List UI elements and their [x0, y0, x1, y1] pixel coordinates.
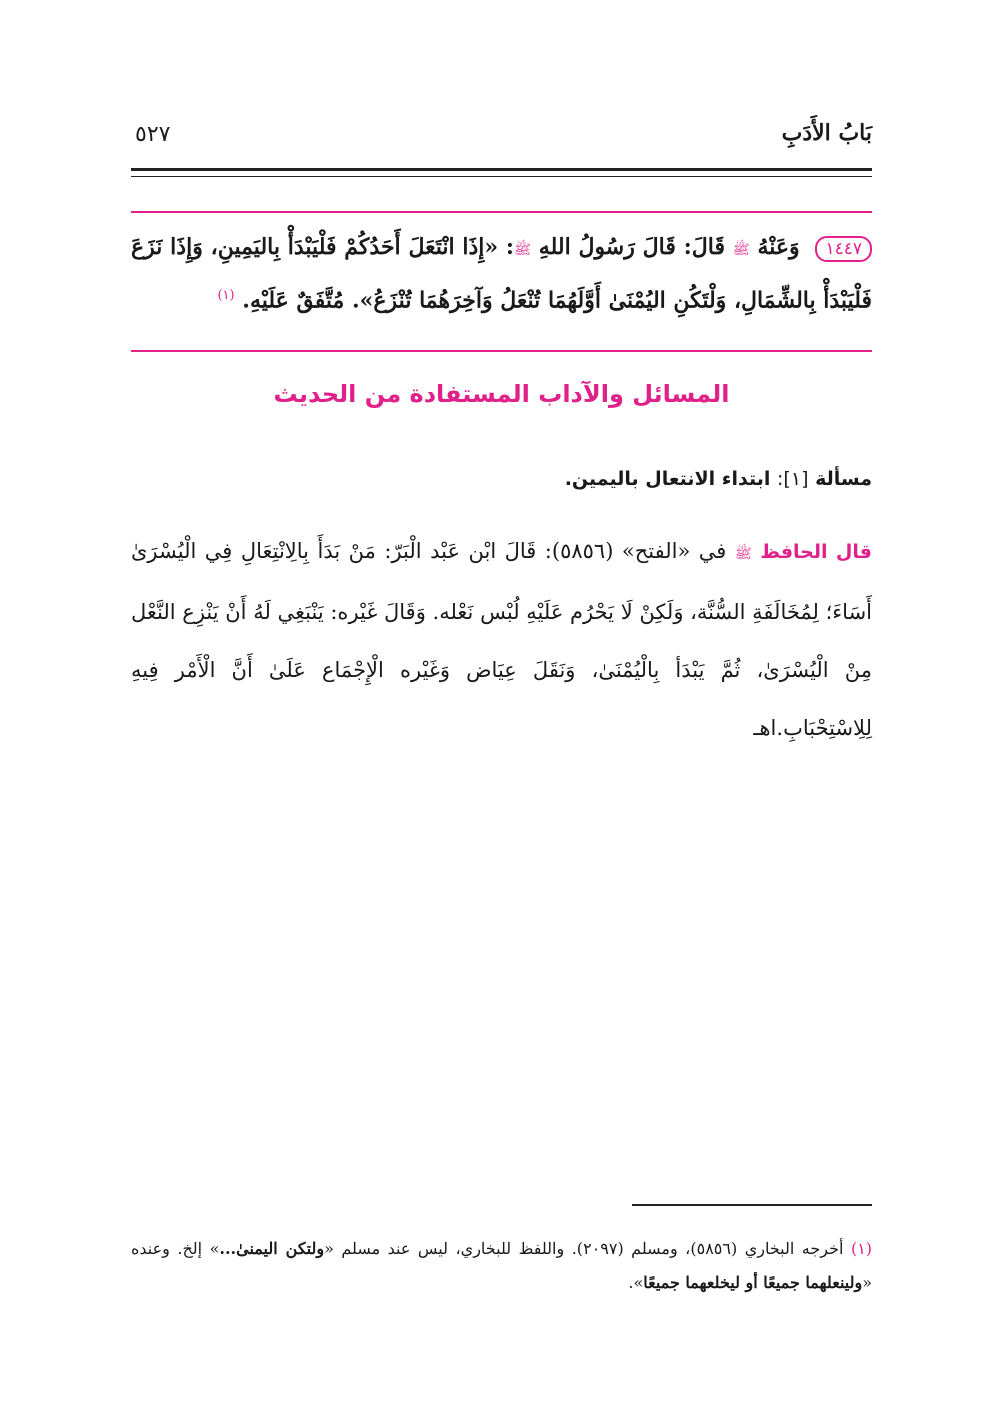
footnote-number: (١): [850, 1239, 873, 1258]
rahimahu-glyph: ﷺ: [734, 546, 752, 562]
section-title: المسائل والآداب المستفادة من الحديث: [273, 380, 730, 408]
footnote-text-1: أخرجه البخاري (٥٨٥٦)، ومسلم (٢٠٩٧). واللفظ للبخاري، ليس عند مسلم «: [324, 1239, 844, 1258]
header-rule-thin: [131, 176, 872, 177]
footnote-bold-2: ولينعلهما جميعًا أو ليخلعهما جميعًا: [643, 1273, 863, 1292]
commentary-text: في «الفتح» (٥٨٥٦): قَالَ ابْن عَبْد الْبَرّ: مَنْ بَدَأَ بِالِانْتِعَالِ فِي الْيُسْرَىٰ أَسَاءَ؛ لِمُخَالَفَةِ السُّنَّة، وَلَكِنْ لَا يَحْرُم عَلَيْهِ لُبْس نَعْله. وَقَالَ غَيْره: يَنْبَغِي لَهُ أَنْ يَنْزِع النَّعْل مِنْ الْيُسْرَىٰ، ثُمَّ يَبْدَأ بِالْيُمْنَىٰ، وَنَقَلَ عِيَاض وَغَيْره الْإِجْمَاع عَلَىٰ أَنَّ الْأَمْر فِيهِ لِلِاسْتِحْبَابِ.اهـ: [131, 539, 872, 740]
salla-glyph: ﷺ: [514, 242, 531, 258]
hadith-text: : «إِذَا انْتَعَلَ أَحَدُكُمْ فَلْيَبْدَأْ بِاليَمِينِ، وَإِذَا نَزَعَ فَلْيَبْدَأْ بِالشِّمَالِ، وَلْتَكُنِ اليُمْنَىٰ أَوَّلَهُمَا تُنْعَلُ وَآخِرَهُمَا تُنْزَعُ». مُتَّفَقٌ عَلَيْهِ.: [131, 234, 872, 314]
radiya-glyph: ﷺ: [732, 242, 750, 258]
issue-title: ابتداء الانتعال باليمين.: [564, 468, 771, 490]
hadith-mid: قَالَ: قَالَ رَسُولُ اللهِ: [538, 234, 725, 260]
footnote-bold-1: ولتكن اليمنىٰ...: [219, 1239, 325, 1258]
page-header-title: بَابُ الأَدَبِ: [781, 120, 872, 146]
footnote-ref: (١): [217, 288, 235, 303]
footnote: [131, 1232, 872, 1300]
hadith-frame-top: [131, 211, 872, 213]
issue-label: مسألة: [815, 468, 872, 490]
issue-heading: [565, 468, 872, 490]
page-number: ٥٢٧: [135, 122, 171, 147]
hadith-number-badge: ١٤٤٧: [815, 236, 872, 262]
hadith-frame-bottom: [131, 350, 872, 352]
footnote-text-3: ».: [628, 1273, 644, 1292]
hadith-block: [131, 224, 872, 323]
footnote-rule: [632, 1204, 872, 1206]
footnote-text-2: » إلخ. وعنده «: [131, 1239, 872, 1292]
commentary-paragraph: [131, 522, 872, 757]
header-rule-thick: [131, 168, 872, 171]
hadith-prefix: وَعَنْهُ: [757, 234, 800, 260]
issue-number: [١]:: [777, 468, 809, 490]
commentary-speaker: قال الحافظ: [760, 541, 872, 563]
